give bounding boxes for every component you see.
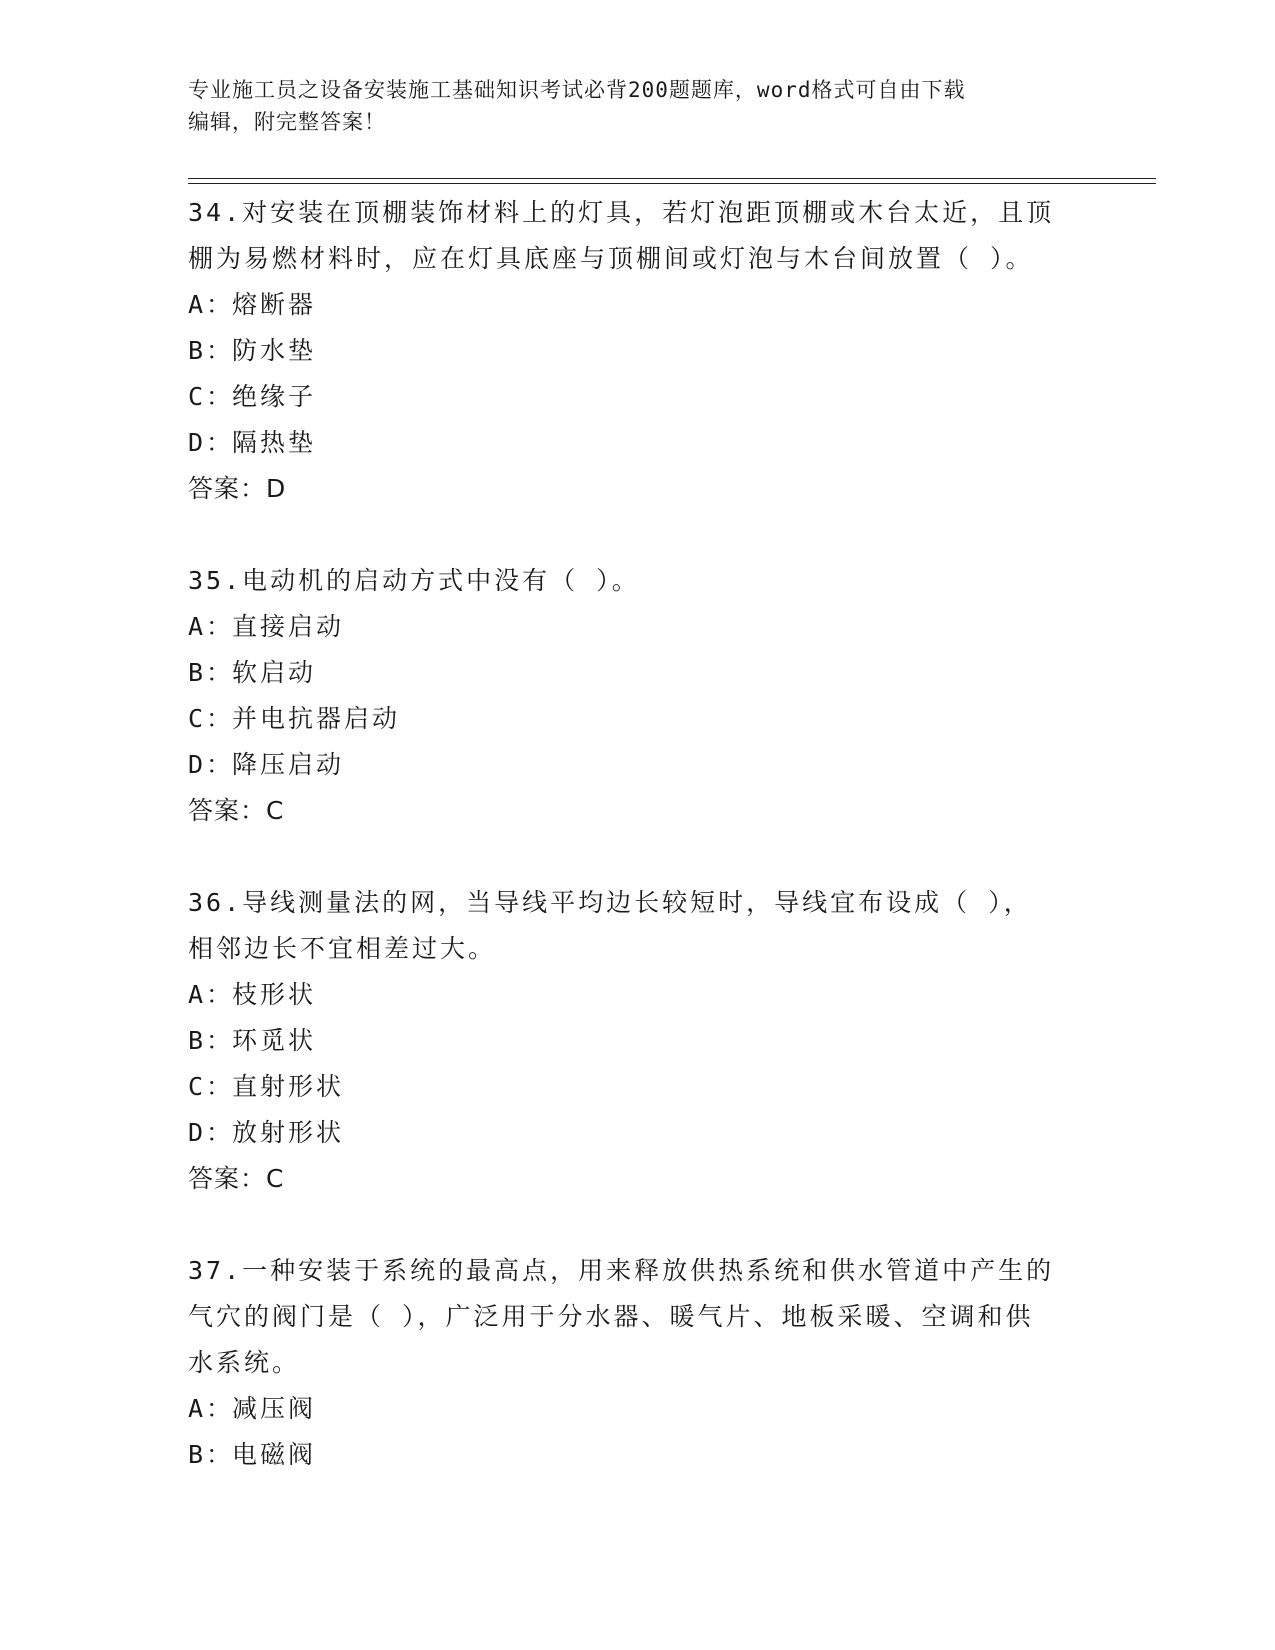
- question-34: [188, 190, 1088, 512]
- answer-line: 答案：C: [188, 1164, 285, 1193]
- option-letter: A：: [188, 980, 235, 1009]
- option-text: 隔热垫: [232, 428, 317, 457]
- option-d: [188, 420, 1088, 466]
- question-text-line: 气穴的阀门是（ ），广泛用于分水器、暖气片、地板采暖、空调和供: [188, 1302, 1034, 1331]
- option-text: 绝缘子: [232, 382, 317, 411]
- option-letter: C：: [188, 382, 235, 411]
- option-b: [188, 650, 1088, 696]
- question-37: [188, 1248, 1088, 1478]
- answer-line: 答案：C: [188, 796, 285, 825]
- option-letter: D：: [188, 428, 235, 457]
- option-d: [188, 742, 1088, 788]
- option-a: [188, 1386, 1088, 1432]
- option-b: [188, 1018, 1088, 1064]
- option-letter: A：: [188, 290, 235, 319]
- option-b: [188, 1432, 1088, 1478]
- option-text: 直接启动: [232, 612, 345, 641]
- header-line-1: 专业施工员之设备安装施工基础知识考试必背200题题库，word格式可自由下载: [188, 78, 966, 102]
- answer-line: 答案：D: [188, 474, 287, 503]
- option-text: 枝形状: [232, 980, 317, 1009]
- option-letter: B：: [188, 336, 235, 365]
- option-letter: A：: [188, 612, 235, 641]
- option-text: 直射形状: [232, 1072, 345, 1101]
- option-letter: C：: [188, 1072, 235, 1101]
- option-letter: B：: [188, 658, 235, 687]
- option-a: [188, 282, 1088, 328]
- option-text: 降压启动: [232, 750, 345, 779]
- question-list: [188, 190, 1088, 1478]
- question-text-line: 水系统。: [188, 1348, 301, 1377]
- question-text-line: 36.导线测量法的网，当导线平均边长较短时，导线宜布设成（ ），: [188, 888, 1032, 917]
- option-text: 并电抗器启动: [232, 704, 401, 733]
- option-d: [188, 1110, 1088, 1156]
- question-35: [188, 558, 1088, 834]
- option-text: 电磁阀: [232, 1440, 317, 1469]
- option-c: [188, 696, 1088, 742]
- option-letter: C：: [188, 704, 235, 733]
- option-letter: B：: [188, 1440, 235, 1469]
- header-line-2: 编辑，附完整答案！: [188, 110, 386, 134]
- option-text: 熔断器: [232, 290, 317, 319]
- option-letter: A：: [188, 1394, 235, 1423]
- option-c: [188, 1064, 1088, 1110]
- option-a: [188, 604, 1088, 650]
- question-text-line: 35.电动机的启动方式中没有（ ）。: [188, 566, 640, 595]
- option-text: 减压阀: [232, 1394, 317, 1423]
- option-letter: D：: [188, 1118, 235, 1147]
- option-text: 放射形状: [232, 1118, 345, 1147]
- question-text-line: 棚为易燃材料时，应在灯具底座与顶棚间或灯泡与木台间放置（ ）。: [188, 244, 1034, 273]
- option-text: 软启动: [232, 658, 317, 687]
- header-divider-bottom: [188, 183, 1156, 184]
- question-text-line: 37.一种安装于系统的最高点，用来释放供热系统和供水管道中产生的: [188, 1256, 1055, 1285]
- question-text-line: 34.对安装在顶棚装饰材料上的灯具，若灯泡距顶棚或木台太近，且顶: [188, 198, 1055, 227]
- option-c: [188, 374, 1088, 420]
- option-letter: D：: [188, 750, 235, 779]
- header-divider-top: [188, 178, 1156, 179]
- option-letter: B：: [188, 1026, 235, 1055]
- option-text: 防水垫: [232, 336, 317, 365]
- question-text-line: 相邻边长不宜相差过大。: [188, 934, 497, 963]
- option-text: 环觅状: [232, 1026, 317, 1055]
- option-a: [188, 972, 1088, 1018]
- option-b: [188, 328, 1088, 374]
- document-header: [188, 74, 1088, 138]
- question-36: [188, 880, 1088, 1202]
